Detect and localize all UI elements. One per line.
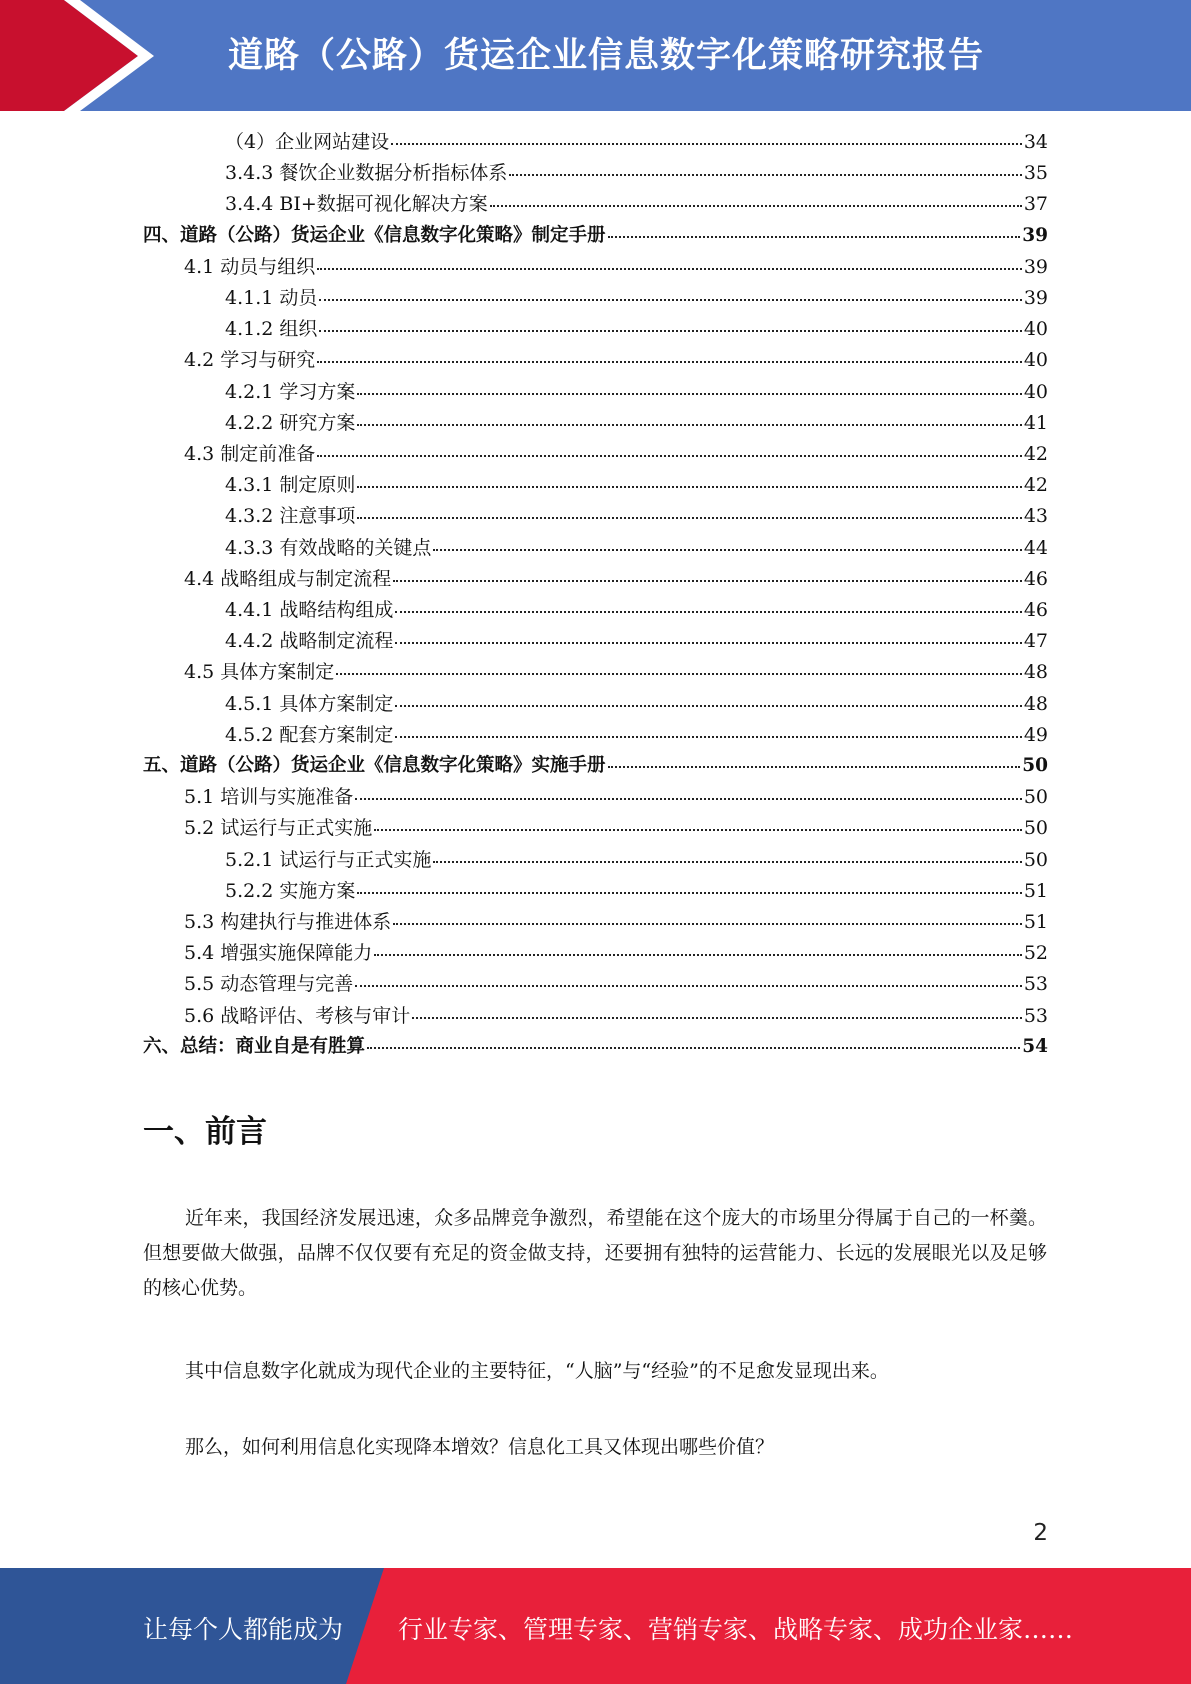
toc-leader-dots xyxy=(317,268,1022,270)
toc-entry-label: 5.2.2 实施方案 xyxy=(225,879,356,902)
toc-entry[interactable] xyxy=(184,1001,1048,1032)
toc-entry[interactable] xyxy=(225,158,1048,189)
toc-leader-dots xyxy=(317,361,1022,363)
toc-entry-label: 5.1 培训与实施准备 xyxy=(184,786,354,809)
toc-leader-dots xyxy=(395,736,1021,738)
toc-entry-page: 40 xyxy=(1023,349,1048,372)
toc-leader-dots xyxy=(412,1017,1022,1019)
toc-entry[interactable] xyxy=(225,127,1048,158)
toc-leader-dots xyxy=(395,611,1021,613)
toc-entry[interactable] xyxy=(143,751,1048,782)
footer-slogan-left: 让每个人都能成为 xyxy=(143,1615,344,1644)
toc-leader-dots xyxy=(355,985,1022,987)
toc-entry-page: 54 xyxy=(1022,1035,1048,1057)
toc-entry-page: 42 xyxy=(1023,443,1048,465)
toc-entry-label: 5.6 战略评估、考核与审计 xyxy=(184,1004,411,1027)
toc-entry-page: 48 xyxy=(1023,661,1048,684)
toc-leader-dots xyxy=(433,861,1021,863)
toc-entry-label: 3.4.3 餐饮企业数据分析指标体系 xyxy=(225,162,508,185)
toc-entry-label: 4.5 具体方案制定 xyxy=(184,661,335,684)
toc-leader-dots xyxy=(374,829,1022,831)
toc-entry[interactable] xyxy=(184,657,1048,688)
toc-entry-page: 44 xyxy=(1023,536,1048,559)
toc-entry-page: 50 xyxy=(1023,817,1048,840)
toc-leader-dots xyxy=(374,954,1022,956)
toc-leader-dots xyxy=(393,923,1022,925)
toc-entry-label: 3.4.4 BI+数据可视化解决方案 xyxy=(225,193,488,216)
toc-entry-label: 4.4.1 战略结构组成 xyxy=(225,599,394,621)
toc-entry-label: 4.4 战略组成与制定流程 xyxy=(184,567,392,590)
paragraph-digital: 其中信息数字化就成为现代企业的主要特征，“人脑”与“经验”的不足愈发显现出来。 xyxy=(185,1360,889,1382)
toc-entry-label: 4.2.1 学习方案 xyxy=(225,380,356,403)
toc-entry[interactable] xyxy=(184,439,1048,470)
toc-entry-label: 4.3.1 制定原则 xyxy=(225,474,356,497)
toc-entry-label: 4.1 动员与组织 xyxy=(184,255,316,278)
toc-entry[interactable] xyxy=(225,470,1048,501)
toc-entry-page: 48 xyxy=(1023,692,1048,715)
toc-leader-dots xyxy=(357,424,1021,426)
toc-leader-dots xyxy=(336,673,1022,675)
toc-entry[interactable] xyxy=(184,907,1048,938)
toc-entry-page: 50 xyxy=(1023,848,1048,871)
toc-entry-page: 53 xyxy=(1023,1004,1048,1027)
toc-leader-dots xyxy=(367,1047,1020,1049)
toc-leader-dots xyxy=(357,393,1021,395)
toc-leader-dots xyxy=(355,798,1022,800)
toc-entry-page: 50 xyxy=(1023,786,1048,809)
toc-entry-page: 50 xyxy=(1022,755,1048,776)
toc-entry-page: 37 xyxy=(1023,193,1048,216)
toc-entry-page: 40 xyxy=(1023,318,1048,341)
toc-entry-label: 4.1.2 组织 xyxy=(225,318,318,341)
toc-entry-label: 4.3.3 有效战略的关键点 xyxy=(225,536,432,559)
toc-entry-page: 41 xyxy=(1023,411,1048,434)
toc-entry-page: 51 xyxy=(1023,879,1048,902)
page-number: 2 xyxy=(1033,1520,1048,1546)
toc-entry-label: 4.3.2 注意事项 xyxy=(225,505,356,528)
toc-entry[interactable] xyxy=(225,720,1048,751)
toc-entry-page: 39 xyxy=(1023,287,1048,309)
document-title: 道路（公路）货运企业信息数字化策略研究报告 xyxy=(228,36,985,76)
toc-leader-dots xyxy=(357,517,1021,519)
toc-entry-page: 51 xyxy=(1023,911,1048,933)
toc-entry[interactable] xyxy=(225,408,1048,439)
toc-entry-page: 42 xyxy=(1023,474,1048,497)
toc-entry-page: 40 xyxy=(1023,380,1048,403)
toc-entry[interactable] xyxy=(225,533,1048,564)
toc-entry-label: 4.2 学习与研究 xyxy=(184,349,316,372)
toc-leader-dots xyxy=(608,236,1021,238)
toc-leader-dots xyxy=(393,580,1022,582)
toc-entry-label: 六、总结：商业自是有胜算 xyxy=(143,1035,366,1057)
toc-entry-label: 4.5.1 具体方案制定 xyxy=(225,692,394,715)
toc-entry-label: 4.1.1 动员 xyxy=(225,287,318,309)
toc-entry-label: 4.5.2 配套方案制定 xyxy=(225,723,394,746)
toc-leader-dots xyxy=(319,299,1021,301)
toc-leader-dots xyxy=(395,642,1021,644)
footer-slogan-right: 行业专家、管理专家、营销专家、战略专家、成功企业家…… xyxy=(398,1615,1074,1644)
toc-leader-dots xyxy=(317,455,1022,457)
toc-entry[interactable] xyxy=(225,283,1048,314)
toc-entry[interactable] xyxy=(225,501,1048,532)
toc-leader-dots xyxy=(395,705,1021,707)
toc-entry[interactable] xyxy=(184,252,1048,283)
toc-entry-label: 4.3 制定前准备 xyxy=(184,443,316,465)
toc-entry-label: 五、道路（公路）货运企业《信息数字化策略》实施手册 xyxy=(143,755,606,776)
toc-entry-label: 4.2.2 研究方案 xyxy=(225,411,356,434)
toc-leader-dots xyxy=(433,549,1021,551)
toc-entry[interactable] xyxy=(184,564,1048,595)
toc-entry-label: 5.4 增强实施保障能力 xyxy=(184,942,373,965)
toc-leader-dots xyxy=(357,486,1021,488)
toc-entry-page: 39 xyxy=(1023,255,1048,278)
toc-entry-page: 52 xyxy=(1023,942,1048,965)
page-footer xyxy=(0,1568,1191,1684)
toc-entry-label: 5.2 试运行与正式实施 xyxy=(184,817,373,840)
toc-entry[interactable] xyxy=(184,782,1048,813)
toc-leader-dots xyxy=(391,143,1022,145)
toc-entry-page: 47 xyxy=(1023,630,1048,653)
toc-entry[interactable] xyxy=(225,189,1048,220)
toc-entry-label: 4.4.2 战略制定流程 xyxy=(225,630,394,653)
toc-entry[interactable] xyxy=(225,689,1048,720)
toc-leader-dots xyxy=(490,205,1022,207)
toc-entry[interactable] xyxy=(184,813,1048,844)
toc-entry-page: 46 xyxy=(1023,567,1048,590)
toc-leader-dots xyxy=(319,330,1021,332)
toc-leader-dots xyxy=(509,174,1021,176)
toc-entry-label: 四、道路（公路）货运企业《信息数字化策略》制定手册 xyxy=(143,224,606,246)
toc-entry-page: 35 xyxy=(1023,162,1048,185)
toc-entry[interactable] xyxy=(225,845,1048,876)
page-header xyxy=(0,0,1191,111)
toc-entry[interactable] xyxy=(225,314,1048,345)
toc-entry-label: 5.3 构建执行与推进体系 xyxy=(184,911,392,933)
toc-entry-label: 5.5 动态管理与完善 xyxy=(184,973,354,996)
toc-entry-label: （4）企业网站建设 xyxy=(225,131,390,153)
paragraph-question: 那么，如何利用信息化实现降本增效？信息化工具又体现出哪些价值？ xyxy=(185,1436,775,1458)
toc-entry-page: 46 xyxy=(1023,599,1048,621)
toc-entry-label: 5.2.1 试运行与正式实施 xyxy=(225,848,432,871)
toc-entry[interactable] xyxy=(143,1032,1048,1063)
toc-entry[interactable] xyxy=(184,969,1048,1000)
toc-entry[interactable] xyxy=(184,938,1048,969)
toc-entry[interactable] xyxy=(225,876,1048,907)
toc-leader-dots xyxy=(608,766,1021,768)
toc-leader-dots xyxy=(357,892,1021,894)
toc-entry[interactable] xyxy=(143,221,1048,252)
toc-entry[interactable] xyxy=(225,626,1048,657)
toc-entry-page: 34 xyxy=(1023,131,1048,153)
toc-entry-page: 53 xyxy=(1023,973,1048,996)
toc-entry[interactable] xyxy=(184,345,1048,376)
toc-entry[interactable] xyxy=(225,377,1048,408)
paragraph-intro: 近年来，我国经济发展迅速，众多品牌竞争激烈，希望能在这个庞大的市场里分得属于自己的一杯羹。但想要做大做强，品牌不仅仅要有充足的资金做支持，还要拥有独特的运营能力、长远的发展眼光以及足够的核心优势。 xyxy=(143,1207,1047,1299)
toc-entry[interactable] xyxy=(225,595,1048,626)
toc-entry-page: 39 xyxy=(1022,224,1048,246)
toc-entry-page: 43 xyxy=(1023,505,1048,528)
toc-entry-page: 49 xyxy=(1023,723,1048,746)
section-heading: 一、前言 xyxy=(143,1114,267,1150)
